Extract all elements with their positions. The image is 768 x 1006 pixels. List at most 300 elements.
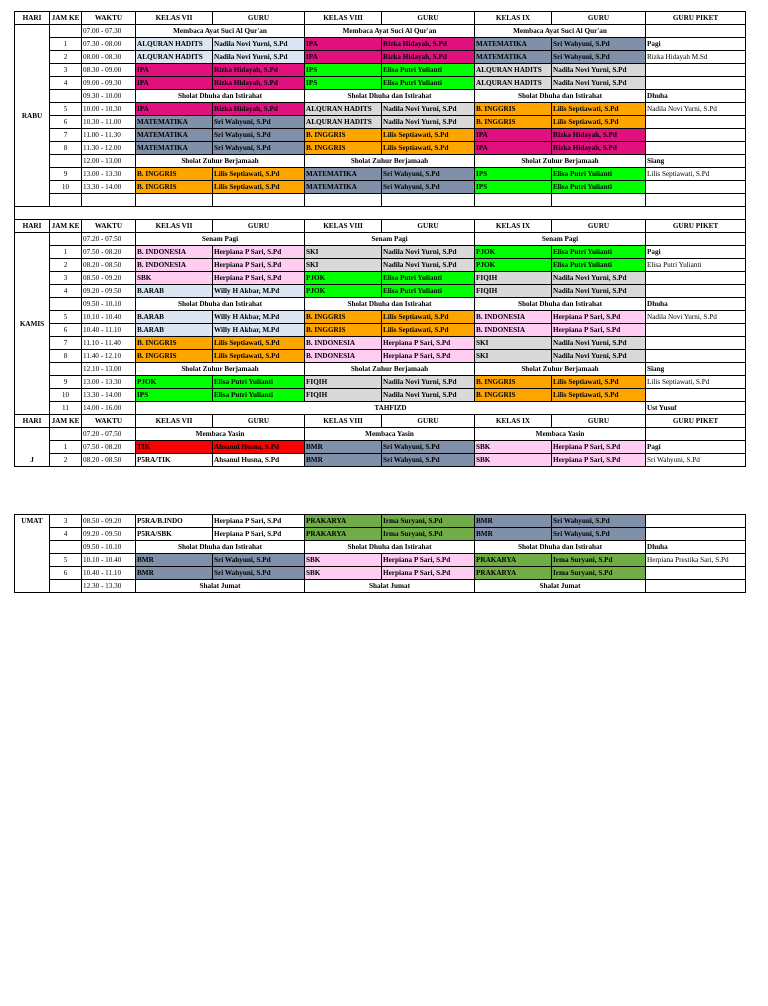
teacher-cell-kelas-9: Lilis Septiawati, S.Pd	[552, 103, 646, 116]
subject-cell-kelas-7: ALQURAN HADITS	[136, 38, 213, 51]
header-jam: JAM KE	[50, 12, 82, 25]
subject-cell-kelas-9: IPA	[475, 142, 552, 155]
teacher-cell-kelas-8: Sri Wahyuni, S.Pd	[382, 454, 475, 467]
waktu-cell: 08.00 - 08.30	[82, 51, 136, 64]
subject-cell-kelas-8: MATEMATIKA	[305, 168, 382, 181]
blank-cell	[475, 194, 552, 207]
subject-cell-kelas-8: ALQURAN HADITS	[305, 103, 382, 116]
header-waktu: WAKTU	[82, 12, 136, 25]
jam-cell: 1	[50, 38, 82, 51]
subject-cell-kelas-9: B. INDONESIA	[475, 324, 552, 337]
subject-cell-kelas-9: MATEMATIKA	[475, 51, 552, 64]
header-kelas-7: KELAS VII	[136, 415, 213, 428]
activity-cell-kelas-8: Senam Pagi	[305, 233, 475, 246]
subject-cell-kelas-7: B.ARAB	[136, 311, 213, 324]
table-row	[15, 142, 746, 155]
subject-cell-kelas-7: B. INDONESIA	[136, 259, 213, 272]
table-row	[15, 580, 746, 593]
teacher-cell-kelas-7: Lilis Septiawati, S.Pd	[213, 350, 305, 363]
jam-cell	[50, 25, 82, 38]
teacher-cell-kelas-7: Ahsanul Husna, S.Pd	[213, 454, 305, 467]
waktu-cell: 08.20 - 08.50	[82, 454, 136, 467]
header-row	[15, 12, 746, 25]
table-row	[15, 376, 746, 389]
teacher-cell-kelas-8: Herpiana P Sari, S.Pd	[382, 350, 475, 363]
day-label-rabu: RABU	[15, 25, 50, 207]
teacher-cell-kelas-9: Herpiana P Sari, S.Pd	[552, 441, 646, 454]
waktu-cell: 13.00 - 13.30	[82, 168, 136, 181]
teacher-cell-kelas-7: Herpiana P Sari, S.Pd	[213, 246, 305, 259]
teacher-cell-kelas-7: Sri Wahyuni, S.Pd	[213, 129, 305, 142]
teacher-cell-kelas-7: Nadila Novi Yurni, S.Pd	[213, 38, 305, 51]
header-row	[15, 415, 746, 428]
subject-cell-kelas-8: IPA	[305, 38, 382, 51]
header-kelas-9: KELAS IX	[475, 220, 552, 233]
blank-cell	[305, 194, 382, 207]
teacher-cell-kelas-9: Herpiana P Sari, S.Pd	[552, 454, 646, 467]
blank-row	[15, 194, 746, 207]
teacher-cell-kelas-9: Nadila Novi Yurni, S.Pd	[552, 285, 646, 298]
teacher-cell-kelas-9: Sri Wahyuni, S.Pd	[552, 515, 646, 528]
subject-cell-kelas-7: MATEMATIKA	[136, 116, 213, 129]
activity-cell-kelas-8: Sholat Dhuha dan Istirahat	[305, 298, 475, 311]
activity-cell-kelas-7: Shalat Jumat	[136, 580, 305, 593]
waktu-cell: 13.00 - 13.30	[82, 376, 136, 389]
table-row	[15, 515, 746, 528]
table-row	[15, 285, 746, 298]
subject-cell-kelas-9: BMR	[475, 528, 552, 541]
jam-cell	[50, 233, 82, 246]
teacher-cell-kelas-7: Rizka Hidayah, S.Pd	[213, 103, 305, 116]
teacher-cell-kelas-8: Sri Wahyuni, S.Pd	[382, 168, 475, 181]
waktu-cell: 07.30 - 08.00	[82, 38, 136, 51]
activity-cell-kelas-8: Membaca Yasin	[305, 428, 475, 441]
subject-cell-kelas-8: PRAKARYA	[305, 528, 382, 541]
jam-cell: 1	[50, 441, 82, 454]
subject-cell-kelas-9: IPA	[475, 129, 552, 142]
activity-cell-kelas-7: Sholat Dhuha dan Istirahat	[136, 541, 305, 554]
subject-cell-kelas-8: MATEMATIKA	[305, 181, 382, 194]
subject-cell-kelas-9: PRAKARYA	[475, 554, 552, 567]
teacher-cell-kelas-8: Lilis Septiawati, S.Pd	[382, 324, 475, 337]
blank-cell	[646, 194, 746, 207]
teacher-cell-kelas-7: Sri Wahyuni, S.Pd	[213, 142, 305, 155]
piket-cell: Elisa Putri Yulianti	[646, 259, 746, 272]
table-row	[15, 116, 746, 129]
header-kelas-7: KELAS VII	[136, 12, 213, 25]
waktu-cell: 10.00 - 10.30	[82, 103, 136, 116]
piket-cell: Sri Wahyuni, S.Pd	[646, 454, 746, 467]
jam-cell: 4	[50, 528, 82, 541]
subject-cell-kelas-9: SBK	[475, 441, 552, 454]
header-guru-piket: GURU PIKET	[646, 220, 746, 233]
subject-cell-kelas-7: B. INGGRIS	[136, 181, 213, 194]
waktu-cell: 09.00 - 09.30	[82, 77, 136, 90]
activity-cell-kelas-8: Sholat Dhuha dan Istirahat	[305, 90, 475, 103]
table-row	[15, 389, 746, 402]
subject-cell-kelas-9: PRAKARYA	[475, 567, 552, 580]
subject-cell-kelas-8: B. INDONESIA	[305, 337, 382, 350]
teacher-cell-kelas-8: Nadila Novi Yurni, S.Pd	[382, 376, 475, 389]
day-label-jumat: J	[15, 428, 50, 467]
piket-cell	[646, 25, 746, 38]
teacher-cell-kelas-9: Elisa Putri Yulianti	[552, 168, 646, 181]
subject-cell-kelas-7: BMR	[136, 554, 213, 567]
piket-cell: Herpiana Prestika Sari, S.Pd	[646, 554, 746, 567]
teacher-cell-kelas-7: Herpiana P Sari, S.Pd	[213, 515, 305, 528]
jam-cell: 7	[50, 337, 82, 350]
activity-cell-kelas-9: Membaca Ayat Suci Al Qur'an	[475, 25, 646, 38]
piket-cell: Pagi	[646, 38, 746, 51]
table-row	[15, 25, 746, 38]
jam-cell: 8	[50, 142, 82, 155]
table-row	[15, 441, 746, 454]
subject-cell-kelas-9: FIQIH	[475, 272, 552, 285]
jam-cell	[50, 428, 82, 441]
subject-cell-kelas-7: B. INDONESIA	[136, 246, 213, 259]
teacher-cell-kelas-8: Herpiana P Sari, S.Pd	[382, 554, 475, 567]
spacer-row	[15, 207, 746, 220]
waktu-cell: 09.20 - 09.50	[82, 285, 136, 298]
activity-cell-kelas-8: Sholat Dhuha dan Istirahat	[305, 541, 475, 554]
blank-cell	[382, 194, 475, 207]
teacher-cell-kelas-9: Nadila Novi Yurni, S.Pd	[552, 337, 646, 350]
table-row	[15, 168, 746, 181]
header-guru-7: GURU	[213, 12, 305, 25]
piket-cell	[646, 337, 746, 350]
subject-cell-kelas-8: BMR	[305, 454, 382, 467]
activity-cell-kelas-9: Sholat Dhuha dan Istirahat	[475, 298, 646, 311]
teacher-cell-kelas-8: Irma Suryani, S.Pd	[382, 528, 475, 541]
header-guru-7: GURU	[213, 220, 305, 233]
activity-cell-kelas-8: Sholat Zuhur Berjamaah	[305, 155, 475, 168]
teacher-cell-kelas-8: Herpiana P Sari, S.Pd	[382, 567, 475, 580]
waktu-cell: 10.30 - 11.00	[82, 116, 136, 129]
table-row	[15, 103, 746, 116]
teacher-cell-kelas-7: Ahsanul Husna, S.Pd	[213, 441, 305, 454]
subject-cell-kelas-9: FIQIH	[475, 285, 552, 298]
header-guru-8: GURU	[382, 415, 475, 428]
header-hari: HARI	[15, 12, 50, 25]
teacher-cell-kelas-9: Nadila Novi Yurni, S.Pd	[552, 64, 646, 77]
header-guru-9: GURU	[552, 220, 646, 233]
teacher-cell-kelas-8: Elisa Putri Yulianti	[382, 64, 475, 77]
waktu-cell: 07.50 - 08.20	[82, 441, 136, 454]
jam-cell: 1	[50, 246, 82, 259]
jam-cell: 10	[50, 389, 82, 402]
subject-cell-kelas-7: B. INGGRIS	[136, 168, 213, 181]
jam-cell: 7	[50, 129, 82, 142]
table-row	[15, 38, 746, 51]
subject-cell-kelas-8: SKI	[305, 246, 382, 259]
teacher-cell-kelas-8: Irma Suryani, S.Pd	[382, 515, 475, 528]
table-row	[15, 51, 746, 64]
teacher-cell-kelas-8: Elisa Putri Yulianti	[382, 285, 475, 298]
teacher-cell-kelas-8: Nadila Novi Yurni, S.Pd	[382, 103, 475, 116]
teacher-cell-kelas-7: Elisa Putri Yulianti	[213, 376, 305, 389]
header-guru-9: GURU	[552, 415, 646, 428]
activity-cell-kelas-9: Sholat Dhuha dan Istirahat	[475, 541, 646, 554]
waktu-cell: 12.30 - 13.30	[82, 580, 136, 593]
subject-cell-kelas-7: IPA	[136, 64, 213, 77]
subject-cell-kelas-7: P5RA/B.INDO	[136, 515, 213, 528]
piket-cell: Siang	[646, 155, 746, 168]
activity-cell-kelas-7: Sholat Zuhur Berjamaah	[136, 155, 305, 168]
table-row	[15, 567, 746, 580]
teacher-cell-kelas-9: Herpiana P Sari, S.Pd	[552, 311, 646, 324]
day-label-kamis: KAMIS	[15, 233, 50, 415]
waktu-cell: 08.50 - 09.20	[82, 272, 136, 285]
subject-cell-kelas-9: IPS	[475, 168, 552, 181]
teacher-cell-kelas-9: Elisa Putri Yulianti	[552, 259, 646, 272]
waktu-cell: 10.40 - 11.10	[82, 324, 136, 337]
jam-cell: 8	[50, 350, 82, 363]
subject-cell-kelas-7: P5RA/SBK	[136, 528, 213, 541]
piket-cell	[646, 233, 746, 246]
schedule-rabu-kamis	[14, 11, 746, 467]
teacher-cell-kelas-7: Willy H Akbar, M.Pd	[213, 285, 305, 298]
header-kelas-8: KELAS VIII	[305, 220, 382, 233]
jam-cell: 4	[50, 285, 82, 298]
jam-cell	[50, 580, 82, 593]
subject-cell-kelas-9: B. INGGRIS	[475, 389, 552, 402]
piket-cell: Nadila Novi Yurni, S.Pd	[646, 311, 746, 324]
piket-cell	[646, 64, 746, 77]
piket-cell	[646, 129, 746, 142]
blank-cell	[552, 194, 646, 207]
teacher-cell-kelas-8: Elisa Putri Yulianti	[382, 77, 475, 90]
teacher-cell-kelas-7: Lilis Septiawati, S.Pd	[213, 181, 305, 194]
subject-cell-kelas-8: B. INGGRIS	[305, 142, 382, 155]
teacher-cell-kelas-7: Sri Wahyuni, S.Pd	[213, 116, 305, 129]
teacher-cell-kelas-8: Lilis Septiawati, S.Pd	[382, 311, 475, 324]
waktu-cell: 10.10 - 10.40	[82, 311, 136, 324]
blank-cell	[82, 194, 136, 207]
piket-cell: Lilis Septiawati, S.Pd	[646, 376, 746, 389]
teacher-cell-kelas-7: Sri Wahyuni, S.Pd	[213, 567, 305, 580]
table-row	[15, 337, 746, 350]
subject-cell-kelas-9: MATEMATIKA	[475, 38, 552, 51]
jam-cell: 5	[50, 554, 82, 567]
header-hari: HARI	[15, 415, 50, 428]
header-guru-9: GURU	[552, 12, 646, 25]
table-row	[15, 311, 746, 324]
header-kelas-7: KELAS VII	[136, 220, 213, 233]
subject-cell-kelas-9: PJOK	[475, 259, 552, 272]
subject-cell-kelas-8: B. INGGRIS	[305, 324, 382, 337]
table-row	[15, 324, 746, 337]
teacher-cell-kelas-8: Nadila Novi Yurni, S.Pd	[382, 116, 475, 129]
activity-cell-kelas-7: Sholat Dhuha dan Istirahat	[136, 298, 305, 311]
teacher-cell-kelas-8: Sri Wahyuni, S.Pd	[382, 441, 475, 454]
waktu-cell: 08.20 - 08.50	[82, 259, 136, 272]
table-row	[15, 90, 746, 103]
teacher-cell-kelas-9: Lilis Septiawati, S.Pd	[552, 116, 646, 129]
table-row	[15, 402, 746, 415]
piket-cell	[646, 567, 746, 580]
piket-cell: Pagi	[646, 441, 746, 454]
waktu-cell: 12.10 - 13.00	[82, 363, 136, 376]
jam-cell: 2	[50, 51, 82, 64]
table-row	[15, 77, 746, 90]
table-row	[15, 554, 746, 567]
piket-cell: Lilis Septiawati, S.Pd	[646, 168, 746, 181]
teacher-cell-kelas-8: Rizka Hidayah, S.Pd	[382, 38, 475, 51]
teacher-cell-kelas-8: Nadila Novi Yurni, S.Pd	[382, 246, 475, 259]
table-row	[15, 246, 746, 259]
teacher-cell-kelas-8: Lilis Septiawati, S.Pd	[382, 129, 475, 142]
waktu-cell: 09.30 - 10.00	[82, 90, 136, 103]
jam-cell: 11	[50, 402, 82, 415]
subject-cell-kelas-8: B. INGGRIS	[305, 311, 382, 324]
jam-cell: 2	[50, 454, 82, 467]
subject-cell-kelas-7: B.ARAB	[136, 324, 213, 337]
waktu-cell: 08.50 - 09.20	[82, 515, 136, 528]
teacher-cell-kelas-9: Irma Suryani, S.Pd	[552, 567, 646, 580]
table-row	[15, 298, 746, 311]
activity-cell-kelas-7: Senam Pagi	[136, 233, 305, 246]
piket-cell: Dhuha	[646, 541, 746, 554]
piket-cell	[646, 324, 746, 337]
jam-cell: 9	[50, 168, 82, 181]
waktu-cell: 09.50 - 10.10	[82, 298, 136, 311]
activity-cell-kelas-8: Sholat Zuhur Berjamaah	[305, 363, 475, 376]
jam-cell: 6	[50, 116, 82, 129]
subject-cell-kelas-9: B. INDONESIA	[475, 311, 552, 324]
day-label-jumat-cont: UMAT	[15, 515, 50, 593]
teacher-cell-kelas-8: Nadila Novi Yurni, S.Pd	[382, 389, 475, 402]
waktu-cell: 11.30 - 12.00	[82, 142, 136, 155]
teacher-cell-kelas-9: Sri Wahyuni, S.Pd	[552, 38, 646, 51]
waktu-cell: 12.00 - 13.00	[82, 155, 136, 168]
spacer-cell	[15, 207, 746, 220]
piket-cell	[646, 389, 746, 402]
header-waktu: WAKTU	[82, 220, 136, 233]
subject-cell-kelas-7: IPA	[136, 77, 213, 90]
piket-cell	[646, 528, 746, 541]
jam-cell: 3	[50, 64, 82, 77]
waktu-cell: 11.40 - 12.10	[82, 350, 136, 363]
subject-cell-kelas-8: IPS	[305, 77, 382, 90]
teacher-cell-kelas-9: Rizka Hidayah, S.Pd	[552, 142, 646, 155]
teacher-cell-kelas-8: Elisa Putri Yulianti	[382, 272, 475, 285]
subject-cell-kelas-9: B. INGGRIS	[475, 116, 552, 129]
subject-cell-kelas-8: IPS	[305, 64, 382, 77]
teacher-cell-kelas-8: Herpiana P Sari, S.Pd	[382, 337, 475, 350]
waktu-cell: 07.20 - 07.50	[82, 233, 136, 246]
piket-cell	[646, 77, 746, 90]
teacher-cell-kelas-8: Nadila Novi Yurni, S.Pd	[382, 259, 475, 272]
blank-cell	[213, 194, 305, 207]
teacher-cell-kelas-8: Lilis Septiawati, S.Pd	[382, 142, 475, 155]
piket-cell	[646, 181, 746, 194]
activity-cell-kelas-7: Membaca Yasin	[136, 428, 305, 441]
teacher-cell-kelas-7: Willy H Akbar, M.Pd	[213, 324, 305, 337]
teacher-cell-kelas-7: Elisa Putri Yulianti	[213, 389, 305, 402]
teacher-cell-kelas-9: Herpiana P Sari, S.Pd	[552, 324, 646, 337]
table-row	[15, 350, 746, 363]
activity-cell-kelas-8: Shalat Jumat	[305, 580, 475, 593]
activity-cell-all: TAHFIZD	[136, 402, 646, 415]
subject-cell-kelas-7: MATEMATIKA	[136, 129, 213, 142]
jam-cell: 3	[50, 272, 82, 285]
table-row	[15, 363, 746, 376]
header-guru-8: GURU	[382, 12, 475, 25]
header-hari: HARI	[15, 220, 50, 233]
table-row	[15, 428, 746, 441]
jam-cell	[50, 541, 82, 554]
subject-cell-kelas-7: SBK	[136, 272, 213, 285]
jam-cell: 5	[50, 311, 82, 324]
subject-cell-kelas-9: IPS	[475, 181, 552, 194]
teacher-cell-kelas-7: Lilis Septiawati, S.Pd	[213, 168, 305, 181]
teacher-cell-kelas-9: Nadila Novi Yurni, S.Pd	[552, 350, 646, 363]
subject-cell-kelas-8: FIQIH	[305, 389, 382, 402]
teacher-cell-kelas-7: Rizka Hidayah, S.Pd	[213, 77, 305, 90]
table-row	[15, 64, 746, 77]
subject-cell-kelas-8: IPA	[305, 51, 382, 64]
header-guru-7: GURU	[213, 415, 305, 428]
waktu-cell: 11.00 - 11.30	[82, 129, 136, 142]
subject-cell-kelas-7: MATEMATIKA	[136, 142, 213, 155]
waktu-cell: 10.10 - 10.40	[82, 554, 136, 567]
table-row	[15, 181, 746, 194]
table-row	[15, 155, 746, 168]
teacher-cell-kelas-9: Sri Wahyuni, S.Pd	[552, 51, 646, 64]
waktu-cell: 14.00 - 16.00	[82, 402, 136, 415]
activity-cell-kelas-9: Shalat Jumat	[475, 580, 646, 593]
table-row	[15, 272, 746, 285]
waktu-cell: 07.50 - 08.20	[82, 246, 136, 259]
waktu-cell: 10.40 - 11.10	[82, 567, 136, 580]
activity-cell-kelas-7: Sholat Dhuha dan Istirahat	[136, 90, 305, 103]
teacher-cell-kelas-8: Sri Wahyuni, S.Pd	[382, 181, 475, 194]
teacher-cell-kelas-9: Irma Suryani, S.Pd	[552, 554, 646, 567]
waktu-cell: 09.20 - 09.50	[82, 528, 136, 541]
subject-cell-kelas-7: BMR	[136, 567, 213, 580]
piket-cell: Siang	[646, 363, 746, 376]
teacher-cell-kelas-9: Sri Wahyuni, S.Pd	[552, 528, 646, 541]
piket-cell	[646, 428, 746, 441]
subject-cell-kelas-7: P5RA/TIK	[136, 454, 213, 467]
subject-cell-kelas-8: PJOK	[305, 285, 382, 298]
subject-cell-kelas-8: SKI	[305, 259, 382, 272]
jam-cell	[50, 155, 82, 168]
jam-cell: 6	[50, 567, 82, 580]
activity-cell-kelas-7: Sholat Zuhur Berjamaah	[136, 363, 305, 376]
header-kelas-9: KELAS IX	[475, 415, 552, 428]
piket-cell: Nadila Novi Yurni, S.Pd	[646, 103, 746, 116]
subject-cell-kelas-7: IPS	[136, 389, 213, 402]
teacher-cell-kelas-9: Nadila Novi Yurni, S.Pd	[552, 272, 646, 285]
subject-cell-kelas-8: SBK	[305, 567, 382, 580]
subject-cell-kelas-7: B. INGGRIS	[136, 350, 213, 363]
teacher-cell-kelas-9: Elisa Putri Yulianti	[552, 246, 646, 259]
subject-cell-kelas-9: ALQURAN HADITS	[475, 77, 552, 90]
table-row	[15, 541, 746, 554]
subject-cell-kelas-8: SBK	[305, 554, 382, 567]
header-guru-8: GURU	[382, 220, 475, 233]
table-row	[15, 259, 746, 272]
subject-cell-kelas-7: TIK	[136, 441, 213, 454]
header-guru-piket: GURU PIKET	[646, 12, 746, 25]
jam-cell	[50, 90, 82, 103]
table-row	[15, 129, 746, 142]
activity-cell-kelas-9: Sholat Dhuha dan Istirahat	[475, 90, 646, 103]
header-kelas-9: KELAS IX	[475, 12, 552, 25]
piket-cell	[646, 116, 746, 129]
subject-cell-kelas-7: B. INGGRIS	[136, 337, 213, 350]
